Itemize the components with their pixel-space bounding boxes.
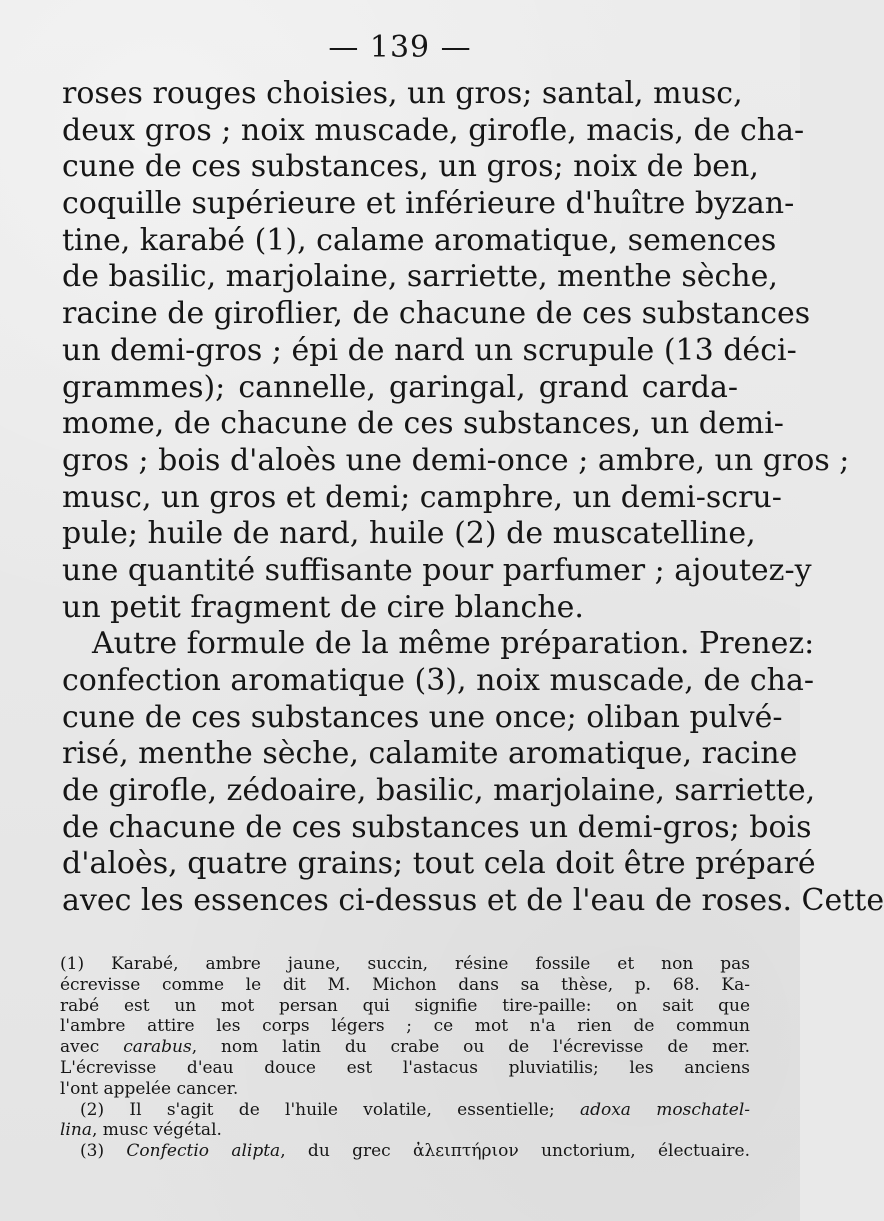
footnote-italic-term: carabus xyxy=(123,1037,192,1058)
text-line: avec les essences ci-dessus et de l'eau de roses. Cette xyxy=(62,883,884,919)
text-line: cune de ces substances, un gros; noix de ben, xyxy=(62,149,759,185)
text-line: de chacune de ces substances un demi-gros; bois xyxy=(62,809,812,845)
footnote-italic-term: adoxa moschatel- xyxy=(579,1099,750,1120)
text-line: un demi-gros ; épi de nard un scrupule (13 déci- xyxy=(62,332,797,368)
footnote-text: , du grec xyxy=(280,1141,414,1162)
footnote-italic-term: Confectio alipta xyxy=(126,1141,281,1162)
footnote-text: (3) xyxy=(80,1141,127,1162)
text-line: tine, karabé (1), calame aromatique, semences xyxy=(62,222,777,258)
page-number: — 139 — xyxy=(328,30,472,65)
paragraph-start-line: Autre formule de la même préparation. Prenez: xyxy=(92,626,815,662)
footnote-3-line xyxy=(60,1141,750,1162)
footnote-text: avec xyxy=(60,1037,124,1058)
footnote-2-line xyxy=(60,1120,750,1141)
greek-word: ἀλειπτήριον xyxy=(413,1141,519,1162)
footnote-text: , nom latin du crabe ou de l'écrevisse de mer. xyxy=(191,1037,750,1058)
text-line: coquille supérieure et inférieure d'huître byzan- xyxy=(62,186,795,222)
footnote-text: (2) Il s'agit de l'huile volatile, essentielle; xyxy=(80,1099,580,1120)
footnote-1-line: L'écrevisse d'eau douce est l'astacus pluviatilis; les anciens xyxy=(60,1057,750,1078)
text-line: un petit fragment de cire blanche. xyxy=(62,589,584,625)
footnote-1-line: l'ambre attire les corps légers ; ce mot n'a rien de commun xyxy=(60,1016,750,1037)
text-line: musc, un gros et demi; camphre, un demi-scru- xyxy=(62,479,782,515)
text-line: de basilic, marjolaine, sarriette, menthe sèche, xyxy=(62,259,778,295)
text-line: gros ; bois d'aloès une demi-once ; ambre, un gros ; xyxy=(62,442,850,478)
text-line: confection aromatique (3), noix muscade, de cha- xyxy=(62,663,815,698)
text-line: une quantité suffisante pour parfumer ; ajoutez-y xyxy=(62,552,812,588)
footnote-1-line: l'ont appelée cancer. xyxy=(60,1078,239,1099)
footnote-1-line xyxy=(60,1037,750,1058)
footnotes xyxy=(60,954,750,1162)
text-line: mome, de chacune de ces substances, un demi- xyxy=(62,406,784,442)
text-line: racine de giroflier, de chacune de ces substances xyxy=(62,296,811,332)
text-line: d'aloès, quatre grains; tout cela doit être préparé xyxy=(62,846,816,882)
text-line: pule; huile de nard, huile (2) de muscatelline, xyxy=(62,516,756,552)
body-text xyxy=(62,76,884,920)
footnote-1-line: rabé est un mot persan qui signifie tire-paille: on sait que xyxy=(60,995,750,1016)
footnote-text: , musc végétal. xyxy=(91,1120,222,1141)
footnote-1-line: écrevisse comme le dit M. Michon dans sa thèse, p. 68. Ka- xyxy=(60,974,750,995)
text-line: grammes); cannelle, garingal, grand carda- xyxy=(62,369,738,405)
footnote-2-line xyxy=(60,1100,750,1121)
text-line: deux gros ; noix muscade, girofle, macis, de cha- xyxy=(62,112,805,148)
text-line: risé, menthe sèche, calamite aromatique, racine xyxy=(62,736,798,772)
text-line: cune de ces substances une once; oliban pulvé- xyxy=(62,699,783,735)
footnote-italic-term: lina xyxy=(60,1120,92,1141)
footnote-1-line: (1) Karabé, ambre jaune, succin, résine fossile et non pas xyxy=(60,954,750,974)
footnote-text: unctorium, électuaire. xyxy=(518,1141,750,1162)
text-line: roses rouges choisies, un gros; santal, musc, xyxy=(62,76,743,111)
text-line: de girofle, zédoaire, basilic, marjolaine, sarriette, xyxy=(62,773,816,809)
